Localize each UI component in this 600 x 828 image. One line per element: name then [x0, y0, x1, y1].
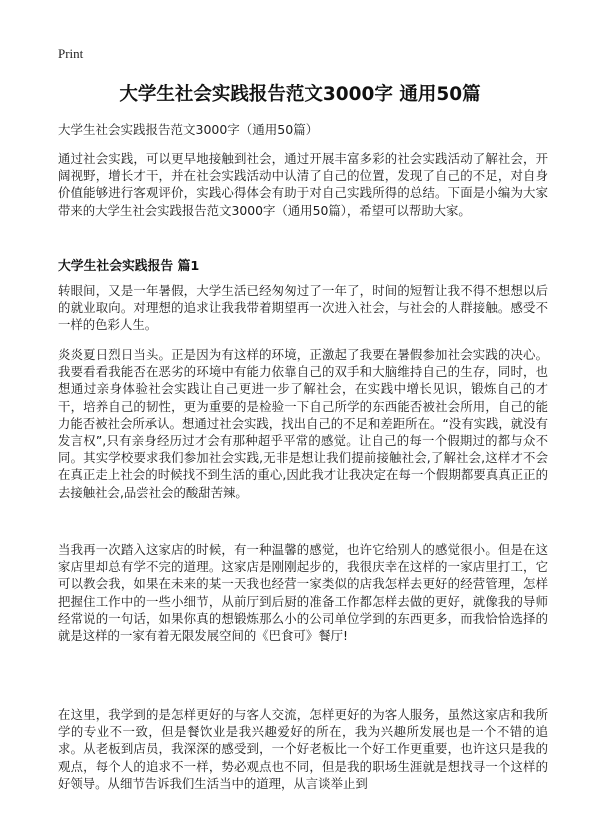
- body-paragraph: 在这里，我学到的是怎样更好的与客人交流，怎样更好的为客人服务，虽然这家店和我所学的专业不一致，但是餐饮业是我兴趣爱好的所在，我为兴趣所发展也是一个不错的追求。从老板到店员，我深深的感受到，一个好老板比一个好工作更重要，也许这只是我的观点，每个人的追求不一样，势必观点也不同，但是我的职场生涯就是想找寻一个这样的好领导。从细节告诉我们生活当中的道理，从言谈举止到: [58, 707, 548, 791]
- document-subtitle: 大学生社会实践报告范文3000字（通用50篇）: [58, 122, 319, 137]
- page-title: 大学生社会实践报告范文3000字 通用50篇: [119, 84, 481, 105]
- print-label[interactable]: Print: [58, 46, 84, 61]
- body-paragraph: 转眼间，又是一年暑假，大学生活已经匆匆过了一年了，时间的短暂让我不得不想想以后的就业取向。对理想的追求让我我带着期望再一次进入社会，与社会的人群接触。感受不一样的色彩人生。: [58, 283, 548, 333]
- body-paragraph: 炎炎夏日烈日当头。正是因为有这样的环境，正激起了我要在暑假参加社会实践的决心。我要看看我能否在恶劣的环境中有能力依靠自己的双手和大脑维持自己的生存，同时，也想通过亲身体验社会实践让自己更进一步了解社会，在实践中增长见识，锻炼自己的才干，培养自己的韧性，更为重要的是检验一下自己所学的东西能否被社会所用，自己的能力能否被社会所承认。想通过社会实践，找出自己的不足和差距所在。“没有实践，就没有发言权”,只有亲身经历过才会有那种超乎平常的感觉。让自己的每一个假期过的都与众不同。其实学校要求我们参加社会实践,无非是想让我们提前接触社会,了解社会,这样才不会在真正走上社会的时候找不到生活的重心,因此我才让我决定在每一个假期都要真真正正的去接触社会,品尝社会的酸甜苦辣。: [58, 347, 548, 500]
- body-paragraph: 当我再一次踏入这家店的时候，有一种温馨的感觉，也许它给别人的感觉很小。但是在这家店里却总有学不完的道理。这家店是刚刚起步的，我很庆幸在这样的一家店里打工，它可以教会我，如果在未来的某一天我也经营一家类似的店我怎样去更好的经营管理，怎样把握住工作中的一些小细节，从前厅到后厨的准备工作都怎样去做的更好，就像我的导师经常说的一句话，如果你真的想锻炼那么小的公司单位学到的东西更多，而我恰恰选择的就是这样的一家有着无限发展空间的《巴食可》餐厅!: [58, 542, 548, 644]
- intro-paragraph: 通过社会实践，可以更早地接触到社会，通过开展丰富多彩的社会实践活动了解社会，开阔视野，增长才干，并在社会实践活动中认清了自己的位置，发现了自己的不足，对自身价值能够进行客观评价，实践心得体会有助于对自己实践所得的总结。下面是小编为大家带来的大学生社会实践报告范文3000字（通用50篇），希望可以帮助大家。: [58, 151, 548, 218]
- section-heading: 大学生社会实践报告 篇1: [58, 259, 200, 274]
